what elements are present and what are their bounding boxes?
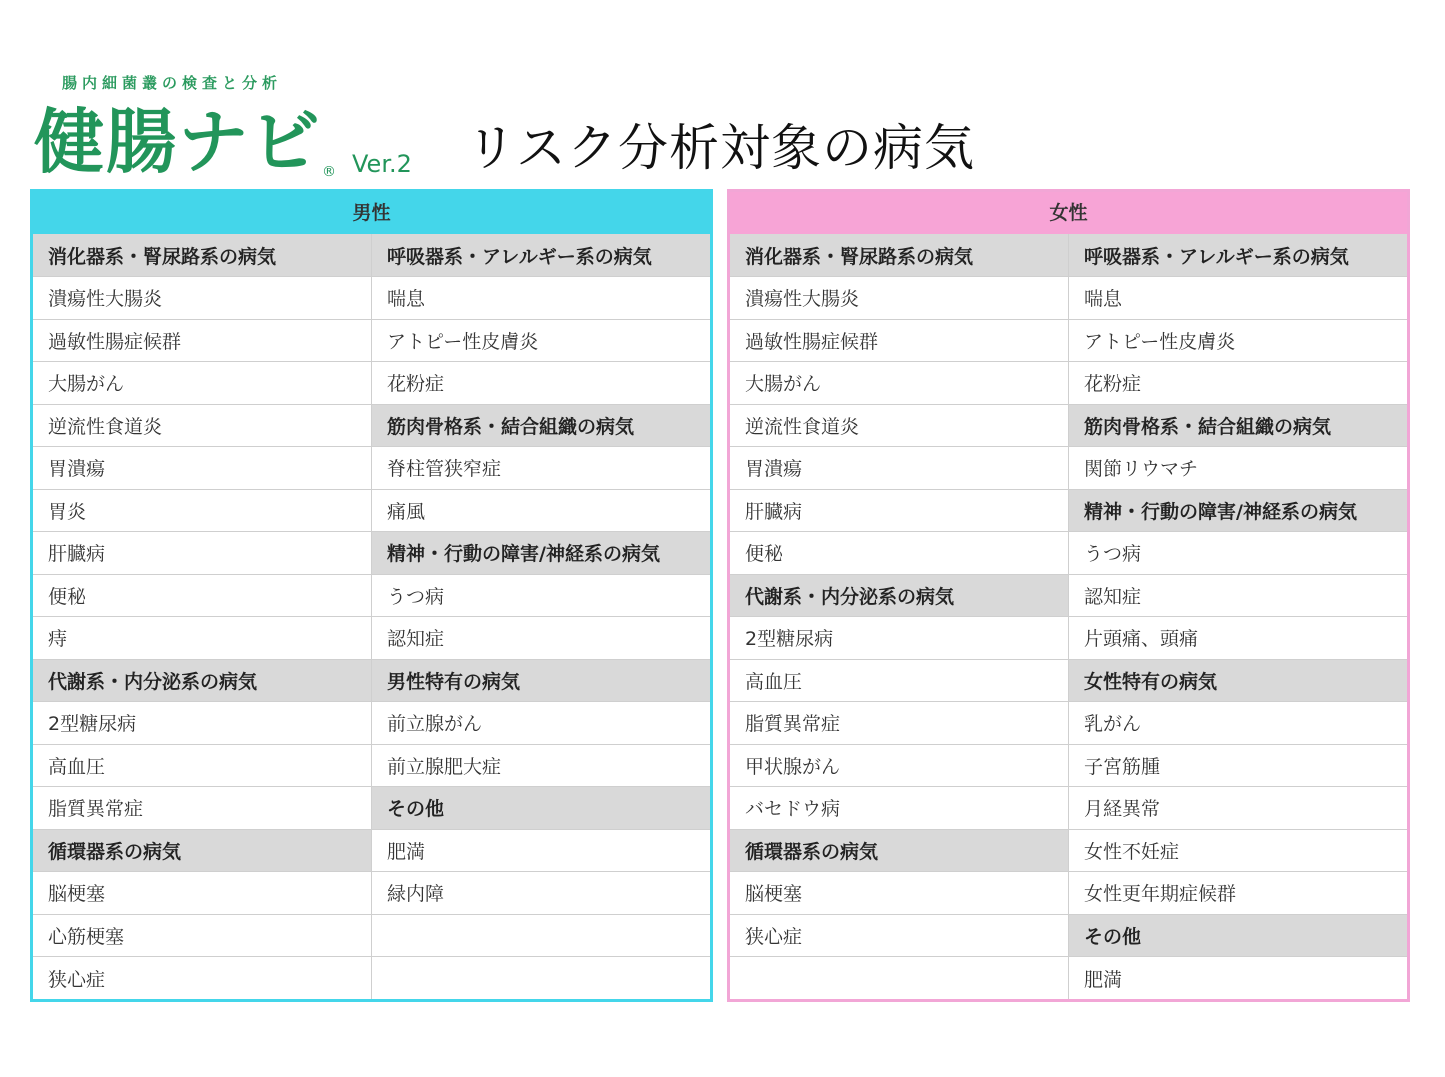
disease-cell: 便秘 (33, 574, 372, 617)
table-row (33, 362, 710, 405)
table-row (33, 574, 710, 617)
disease-cell: 2型糖尿病 (33, 702, 372, 745)
disease-cell: 肥満 (372, 829, 711, 872)
table-row (730, 532, 1407, 575)
female-disease-table (730, 234, 1407, 999)
disease-cell: 認知症 (1069, 574, 1408, 617)
disease-cell: 胃炎 (33, 489, 372, 532)
table-row (33, 234, 710, 277)
table-row (33, 617, 710, 660)
disease-cell: 喘息 (1069, 277, 1408, 320)
disease-cell (372, 957, 711, 1000)
table-row (33, 914, 710, 957)
logo-name: 健腸ナビ (34, 101, 322, 183)
disease-cell: 狭心症 (730, 914, 1069, 957)
disease-cell: 緑内障 (372, 872, 711, 915)
table-row (33, 872, 710, 915)
disease-cell: 脂質異常症 (33, 787, 372, 830)
table-row (33, 702, 710, 745)
table-row (730, 659, 1407, 702)
disease-cell: 大腸がん (33, 362, 372, 405)
disease-cell: 2型糖尿病 (730, 617, 1069, 660)
logo-tagline: 腸内細菌叢の検査と分析 (62, 74, 283, 92)
table-row (33, 532, 710, 575)
category-header-cell: 消化器系・腎尿路系の病気 (33, 234, 372, 277)
disease-cell: 肝臓病 (33, 532, 372, 575)
logo-version: Ver.2 (352, 150, 412, 178)
disease-cell: 脳梗塞 (33, 872, 372, 915)
disease-cell: うつ病 (372, 574, 711, 617)
disease-cell: アトピー性皮膚炎 (372, 319, 711, 362)
table-row (730, 319, 1407, 362)
disease-cell: 脳梗塞 (730, 872, 1069, 915)
table-row (730, 787, 1407, 830)
table-row (33, 744, 710, 787)
table-row (33, 447, 710, 490)
disease-cell: 花粉症 (372, 362, 711, 405)
table-row (730, 914, 1407, 957)
table-row (33, 277, 710, 320)
category-header-cell: 循環器系の病気 (730, 829, 1069, 872)
female-panel-title: 女性 (730, 192, 1407, 234)
disease-cell: 女性更年期症候群 (1069, 872, 1408, 915)
category-header-cell: その他 (372, 787, 711, 830)
disease-cell: アトピー性皮膚炎 (1069, 319, 1408, 362)
disease-cell (372, 914, 711, 957)
category-header-cell: その他 (1069, 914, 1408, 957)
disease-cell: 肝臓病 (730, 489, 1069, 532)
table-row (33, 957, 710, 1000)
disease-cell: 女性不妊症 (1069, 829, 1408, 872)
disease-cell: 痔 (33, 617, 372, 660)
table-row (730, 829, 1407, 872)
disease-cell (730, 957, 1069, 1000)
disease-cell: 潰瘍性大腸炎 (33, 277, 372, 320)
table-row (730, 957, 1407, 1000)
disease-cell: 高血圧 (33, 744, 372, 787)
table-row (33, 404, 710, 447)
category-header-cell: 循環器系の病気 (33, 829, 372, 872)
disease-cell: 胃潰瘍 (33, 447, 372, 490)
disease-cell: 前立腺がん (372, 702, 711, 745)
disease-cell: 大腸がん (730, 362, 1069, 405)
category-header-cell: 女性特有の病気 (1069, 659, 1408, 702)
registered-mark-icon: ® (322, 164, 336, 180)
disease-cell: 過敏性腸症候群 (33, 319, 372, 362)
table-row (730, 744, 1407, 787)
category-header-cell: 代謝系・内分泌系の病気 (33, 659, 372, 702)
table-row (730, 702, 1407, 745)
disease-cell: 花粉症 (1069, 362, 1408, 405)
table-row (730, 872, 1407, 915)
male-panel-title: 男性 (33, 192, 710, 234)
disease-cell: 認知症 (372, 617, 711, 660)
category-header-cell: 筋肉骨格系・結合組織の病気 (372, 404, 711, 447)
category-header-cell: 筋肉骨格系・結合組織の病気 (1069, 404, 1408, 447)
male-disease-table (33, 234, 710, 999)
table-row (33, 787, 710, 830)
disease-cell: 脂質異常症 (730, 702, 1069, 745)
disease-cell: 関節リウマチ (1069, 447, 1408, 490)
page-title: リスク分析対象の病気 (466, 119, 975, 177)
category-header-cell: 男性特有の病気 (372, 659, 711, 702)
category-header-cell: 呼吸器系・アレルギー系の病気 (1069, 234, 1408, 277)
table-row (33, 489, 710, 532)
disease-cell: 痛風 (372, 489, 711, 532)
male-disease-panel (30, 189, 713, 1002)
disease-cell: 逆流性食道炎 (33, 404, 372, 447)
table-row (730, 574, 1407, 617)
disease-cell: 高血圧 (730, 659, 1069, 702)
female-disease-panel (727, 189, 1410, 1002)
category-header-cell: 精神・行動の障害/神経系の病気 (372, 532, 711, 575)
disease-cell: 心筋梗塞 (33, 914, 372, 957)
disease-cell: 潰瘍性大腸炎 (730, 277, 1069, 320)
disease-cell: バセドウ病 (730, 787, 1069, 830)
disease-cell: 胃潰瘍 (730, 447, 1069, 490)
disease-cell: 喘息 (372, 277, 711, 320)
category-header-cell: 精神・行動の障害/神経系の病気 (1069, 489, 1408, 532)
disease-cell: 片頭痛、頭痛 (1069, 617, 1408, 660)
category-header-cell: 消化器系・腎尿路系の病気 (730, 234, 1069, 277)
table-row (33, 319, 710, 362)
table-row (730, 489, 1407, 532)
disease-cell: 肥満 (1069, 957, 1408, 1000)
disease-cell: うつ病 (1069, 532, 1408, 575)
table-row (33, 659, 710, 702)
table-row (730, 362, 1407, 405)
disease-cell: 逆流性食道炎 (730, 404, 1069, 447)
disease-cell: 月経異常 (1069, 787, 1408, 830)
category-header-cell: 呼吸器系・アレルギー系の病気 (372, 234, 711, 277)
table-row (730, 404, 1407, 447)
disease-cell: 乳がん (1069, 702, 1408, 745)
disease-cell: 脊柱管狭窄症 (372, 447, 711, 490)
table-row (730, 234, 1407, 277)
disease-cell: 甲状腺がん (730, 744, 1069, 787)
disease-cell: 便秘 (730, 532, 1069, 575)
disease-cell: 狭心症 (33, 957, 372, 1000)
disease-cell: 過敏性腸症候群 (730, 319, 1069, 362)
disease-cell: 前立腺肥大症 (372, 744, 711, 787)
table-row (730, 617, 1407, 660)
disease-cell: 子宮筋腫 (1069, 744, 1408, 787)
table-row (33, 829, 710, 872)
table-row (730, 277, 1407, 320)
category-header-cell: 代謝系・内分泌系の病気 (730, 574, 1069, 617)
table-row (730, 447, 1407, 490)
